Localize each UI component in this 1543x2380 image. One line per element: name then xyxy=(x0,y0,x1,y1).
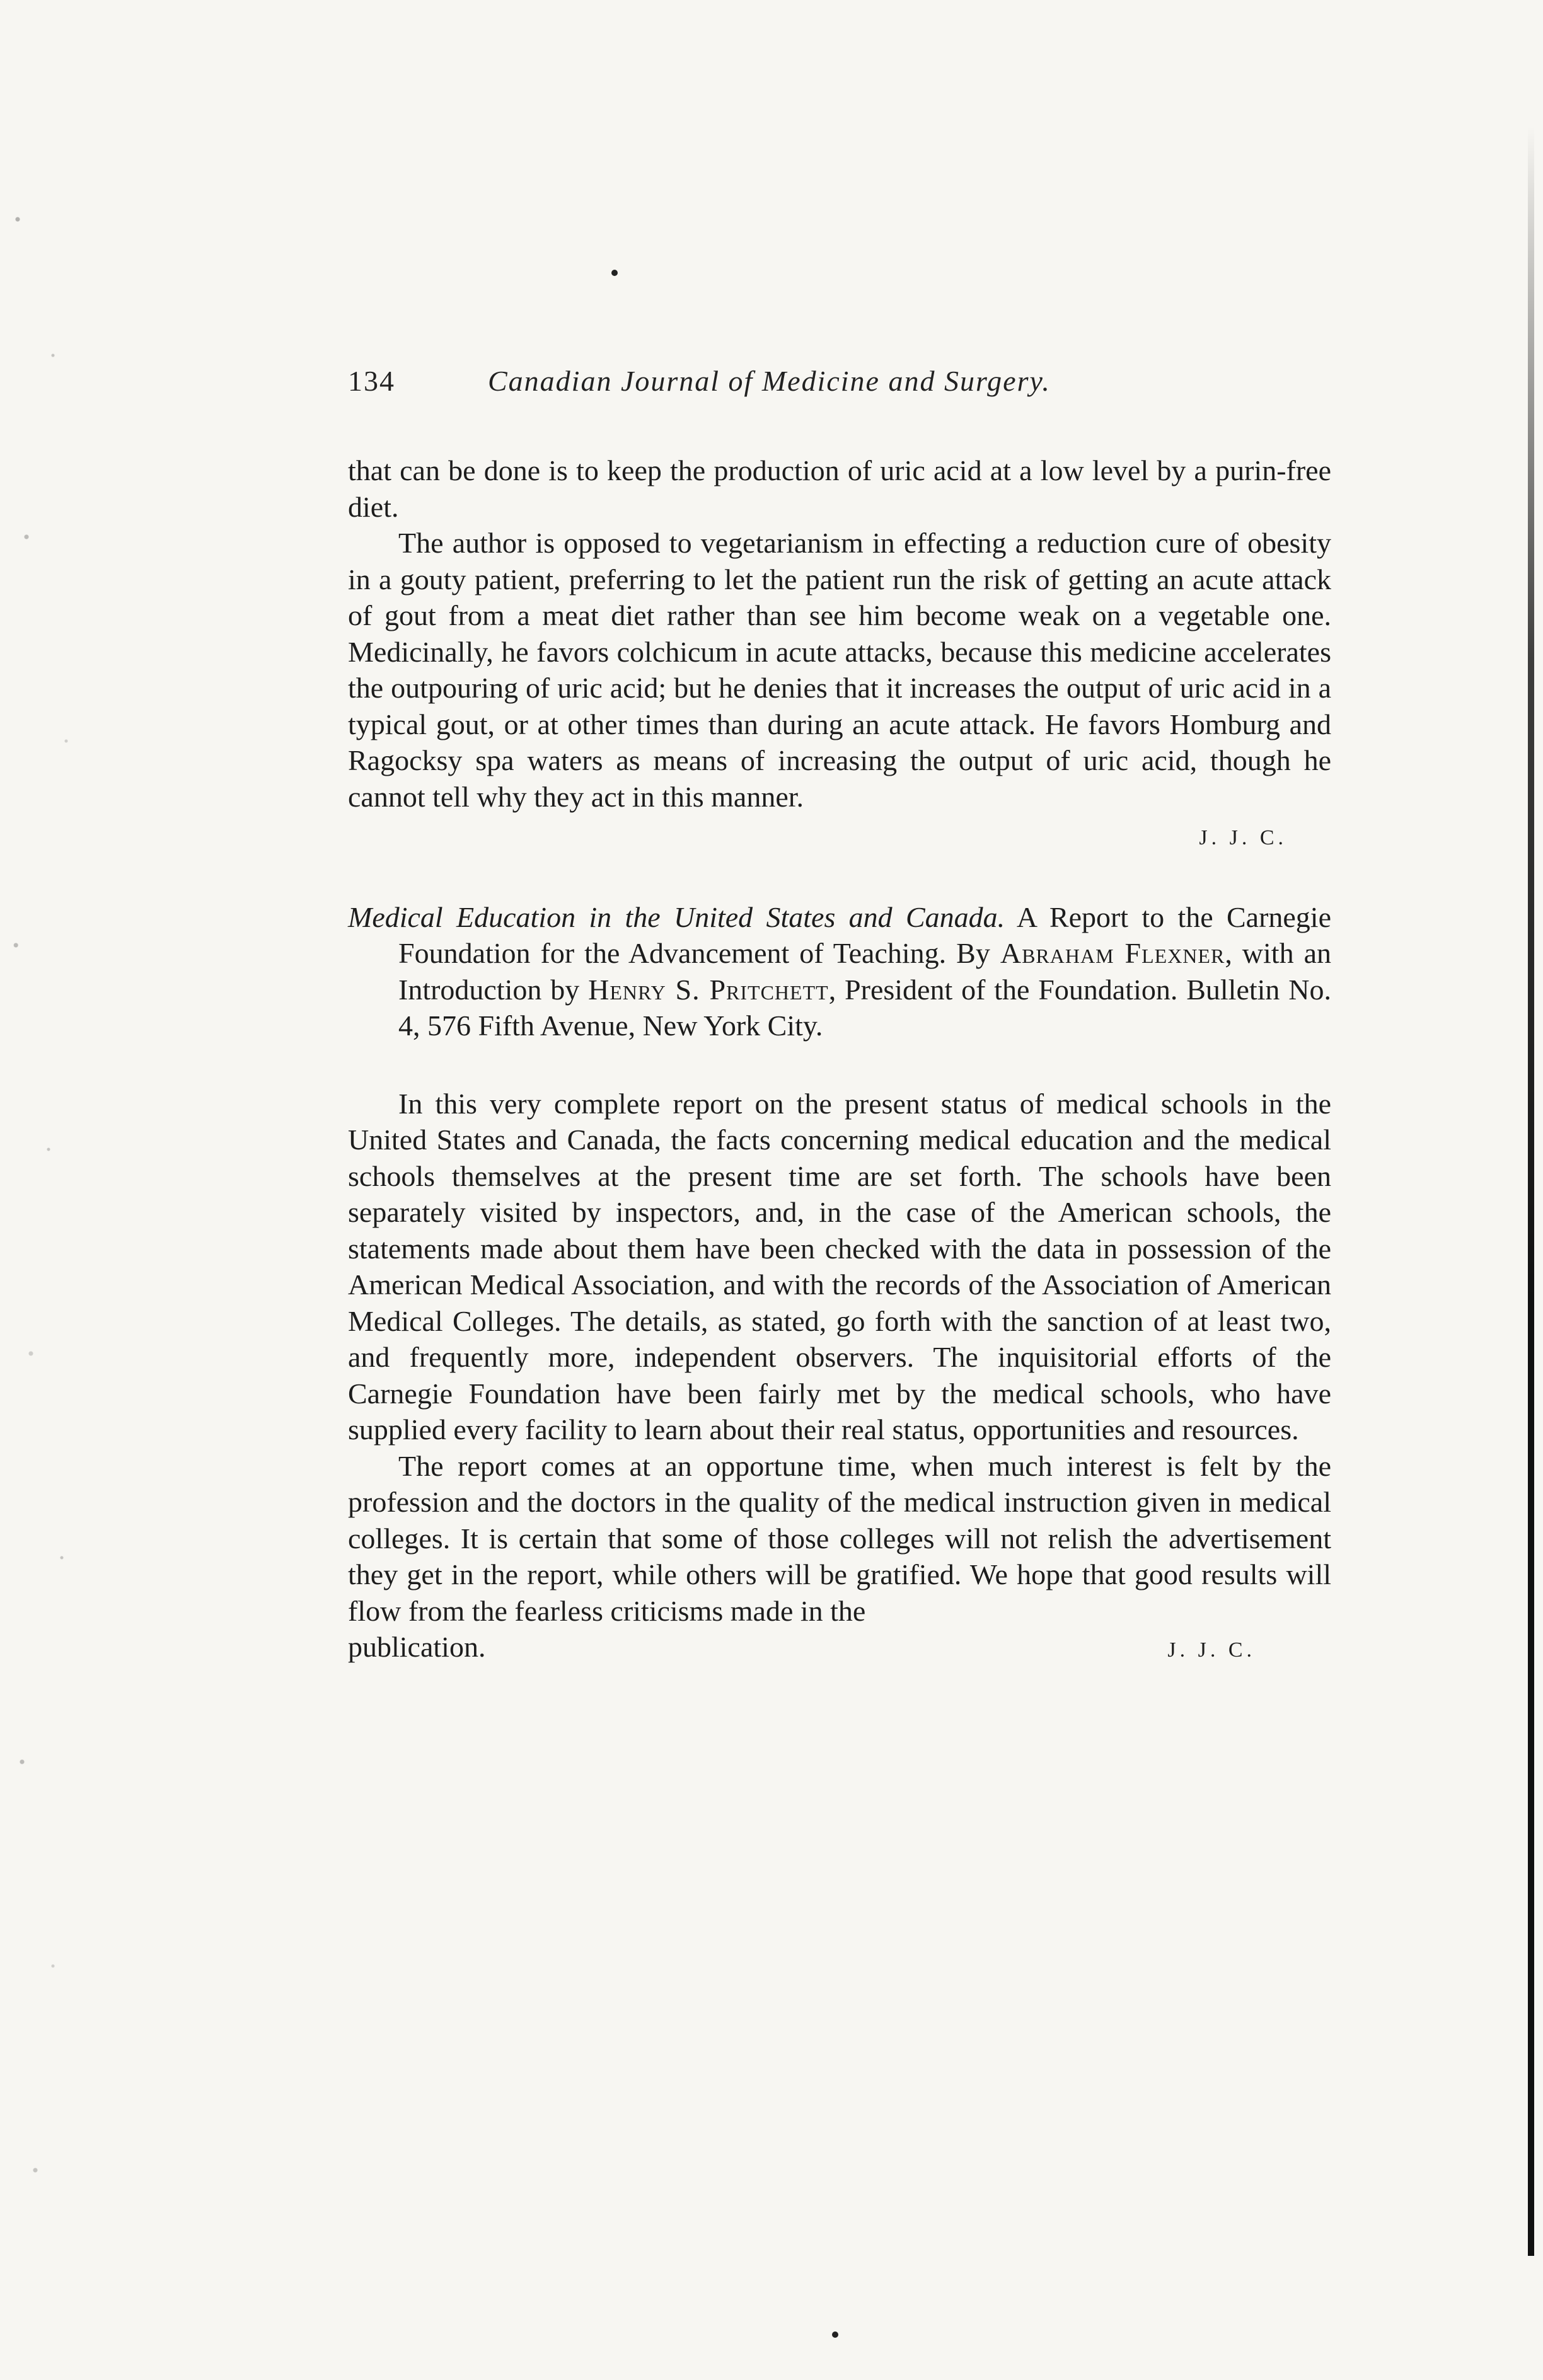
paragraph-end: publication. xyxy=(348,1631,486,1663)
review-medical-education xyxy=(348,899,1331,1669)
paragraph: that can be done is to keep the production of uric acid at a low level by a purin-free diet. xyxy=(348,454,1331,523)
scan-edge-specks xyxy=(0,38,88,2306)
citation-text: A Report to the Carnegie Foundation for the Advancement of Teaching. By xyxy=(398,900,1331,969)
page-number: 134 xyxy=(348,365,395,397)
ink-speck xyxy=(611,270,618,276)
paragraph: In this very complete report on the present status of medical schools in the United States and Canada, the facts concerning medical education and the medical schools themselves at the present time are set forth. The schools have been separately visited by inspectors, and, in the case of the American schools, the statements made about them have been checked with the data in possession of the American Medical Association, and with the records of the Association of American Medical Colleges. The details, as stated, go forth with the sanction of at least two, and frequently more, independent observers. The inquisitorial efforts of the Carnegie Foundation have been fairly met by the medical schools, who have supplied every facility to learn about their real status, opportunities and resources. xyxy=(348,1087,1331,1446)
running-head xyxy=(348,353,1331,410)
paragraph: The author is opposed to vegetarianism in effecting a reduction cure of obesity in a gouty patient, preferring to let the patient run the risk of getting an acute attack of gout from a meat diet rather than see him become weak on a vegetable one. Medicinally, he favors colchicum in acute attacks, because this medicine accelerates the outpouring of uric acid; but he denies that it increases the output of uric acid in a typical gout, or at other times than during an acute attack. He favors Homburg and Ragocksy spa waters as means of increasing the output of uric acid, though he cannot tell why they act in this manner. xyxy=(348,527,1331,813)
reviewer-initials: J. J. C. xyxy=(1199,826,1287,849)
spacer xyxy=(348,1073,1331,1086)
book-title: Medical Education in the United States and Canada. xyxy=(348,900,1005,933)
book-citation xyxy=(348,899,1331,1044)
author-name: Abraham Flexner xyxy=(1000,937,1225,969)
scan-edge-shadow xyxy=(1528,126,1534,2256)
signoff-line xyxy=(348,1629,1331,1669)
reviewer-initials: J. J. C. xyxy=(1167,1638,1256,1662)
introduction-author: Henry S. Pritchett xyxy=(588,973,829,1006)
ink-speck xyxy=(832,2331,838,2338)
citation-text: , with an Introduction by xyxy=(398,937,1331,1006)
section-gap xyxy=(348,856,1331,889)
article-body xyxy=(348,452,1331,1669)
review-gout xyxy=(348,452,1331,856)
page-content xyxy=(348,353,1331,1669)
citation-text: , President of the Foundation. Bulletin No. 4, 576 Fifth Avenue, New York City. xyxy=(398,973,1332,1042)
journal-title: Canadian Journal of Medicine and Surgery. xyxy=(488,365,1051,397)
paragraph: The report comes at an opportune time, when much interest is felt by the profession and the doctors in the quality of the medical instruction given in medical colleges. It is certain that some of those colleges will not relish the advertisement they get in the report, while others will be gratified. We hope that good results will flow from the fearless criticisms made in the xyxy=(348,1449,1331,1627)
